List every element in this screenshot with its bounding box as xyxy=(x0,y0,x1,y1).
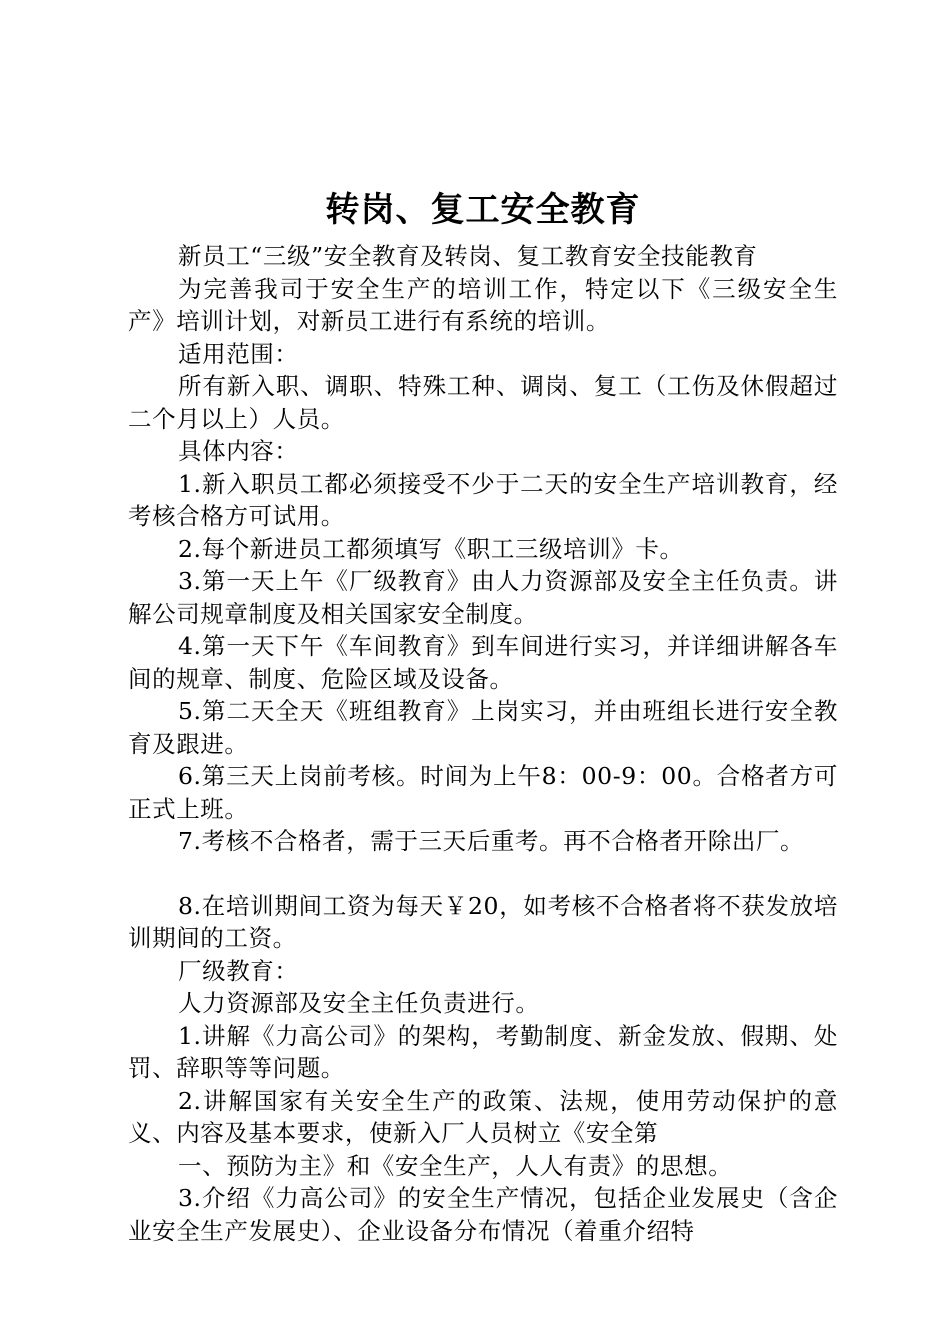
paragraph-scope: 所有新入职、调职、特殊工种、调岗、复工（工伤及休假超过二个月以上）人员。 xyxy=(128,372,838,433)
paragraph-item-2: 2.每个新进员工都须填写《职工三级培训》卡。 xyxy=(178,534,684,563)
paragraph-factory-item-2: 2.讲解国家有关安全生产的政策、法规，使用劳动保护的意义、内容及基本要求，使新入厂人员树立《安全第 xyxy=(128,1086,838,1147)
paragraph-purpose: 为完善我司于安全生产的培训工作，特定以下《三级安全生产》培训计划，对新员工进行有系统的培训。 xyxy=(128,274,838,335)
paragraph-heading-line: 新员工“三级”安全教育及转岗、复工教育安全技能教育 xyxy=(178,242,758,270)
paragraph-item-7: 7.考核不合格者，需于三天后重考。再不合格者开除出厂。 xyxy=(178,827,805,855)
paragraph-item-6: 6.第三天上岗前考核。时间为上午8：00-9：00。合格者方可正式上班。 xyxy=(128,762,838,823)
paragraph-factory-item-2-cont: 一、预防为主》和《安全生产，人人有责》的思想。 xyxy=(178,1151,733,1180)
paragraph-item-4: 4.第一天下午《车间教育》到车间进行实习，并详细讲解各车间的规章、制度、危险区域及设备。 xyxy=(128,632,838,693)
paragraph-item-5: 5.第二天全天《班组教育》上岗实习，并由班组长进行安全教育及跟进。 xyxy=(128,697,838,758)
document-page xyxy=(128,180,838,1247)
paragraph-factory-item-3: 3.介绍《力高公司》的安全生产情况，包括企业发展史（含企业安全生产发展史）、企业设备分布情况（着重介绍特 xyxy=(128,1184,838,1245)
paragraph-factory-owner: 人力资源部及安全主任负责进行。 xyxy=(178,989,540,1017)
paragraph-scope-label: 适用范围： xyxy=(178,339,299,368)
paragraph-factory-item-1: 1.讲解《力高公司》的架构，考勤制度、新金发放、假期、处罚、辞职等等问题。 xyxy=(128,1021,838,1082)
paragraph-factory-label: 厂级教育： xyxy=(178,956,299,985)
paragraph-content-label: 具体内容： xyxy=(178,437,299,465)
paragraph-item-8: 8.在培训期间工资为每天￥20，如考核不合格者将不获发放培训期间的工资。 xyxy=(128,891,838,952)
document-title: 转岗、复工安全教育 xyxy=(325,190,641,230)
paragraph-item-3: 3.第一天上午《厂级教育》由人力资源部及安全主任负责。讲解公司规章制度及相关国家安全制度。 xyxy=(128,567,838,628)
paragraph-item-1: 1.新入职员工都必须接受不少于二天的安全生产培训教育，经考核合格方可试用。 xyxy=(128,469,838,530)
